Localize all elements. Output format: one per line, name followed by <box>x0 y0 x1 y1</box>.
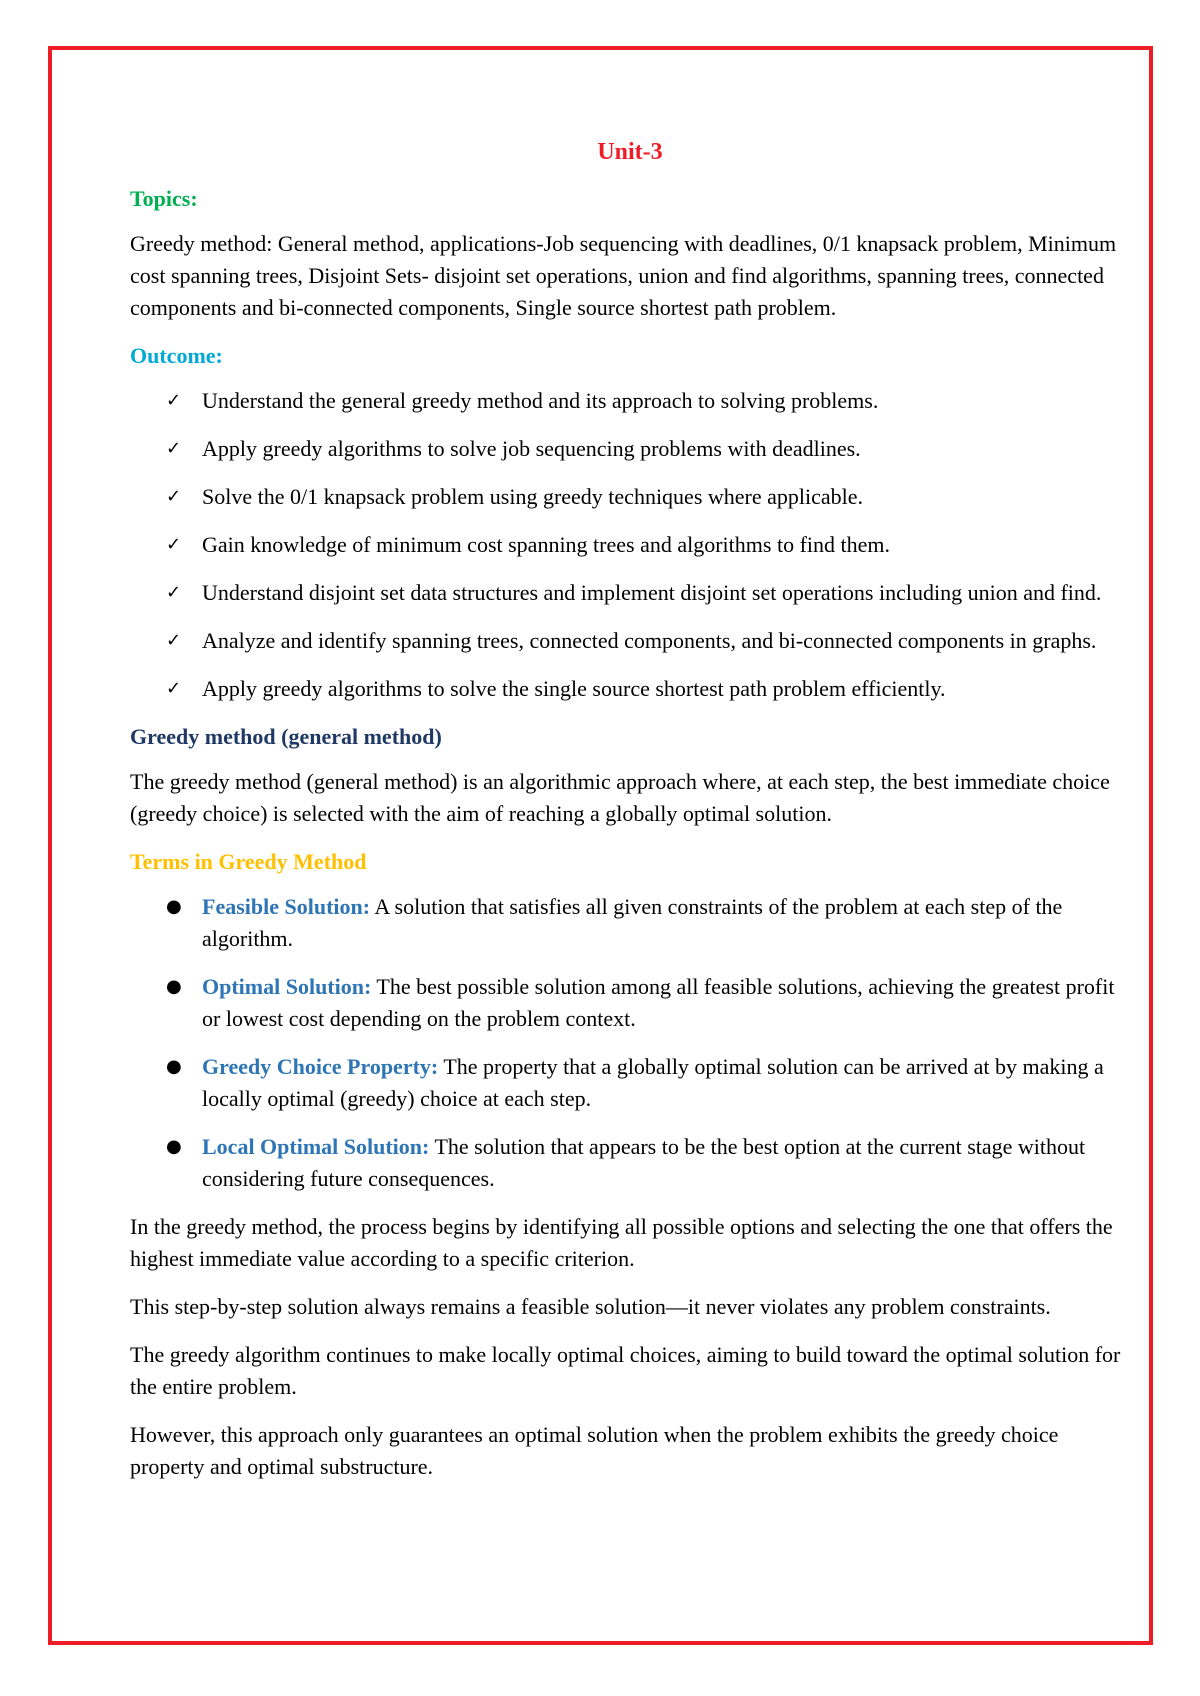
term-item <box>130 1051 1130 1115</box>
outcome-list <box>130 385 1130 705</box>
check-icon: ✓ <box>166 438 182 459</box>
outcome-item: ✓ Solve the 0/1 knapsack problem using greedy techniques where applicable. <box>130 481 1130 513</box>
check-icon: ✓ <box>166 630 182 651</box>
paragraph: The greedy algorithm continues to make locally optimal choices, aiming to build toward the optimal solution for the entire problem. <box>130 1342 1121 1399</box>
term-description: The solution that appears to be the best option at the current stage without considering future consequences. <box>202 1134 1086 1191</box>
term-description: The property that a globally optimal solution can be arrived at by making a locally optimal (greedy) choice at each step. <box>202 1054 1104 1111</box>
term-label: Local Optimal Solution: <box>202 1134 430 1159</box>
outcome-item: ✓ Analyze and identify spanning trees, connected components, and bi-connected components in graphs. <box>130 625 1130 657</box>
greedy-method-heading: Greedy method (general method) <box>130 724 442 749</box>
outcome-item: ✓ Apply greedy algorithms to solve job sequencing problems with deadlines. <box>130 433 1130 465</box>
check-icon: ✓ <box>166 678 182 699</box>
term-item <box>130 1131 1130 1195</box>
bullet-icon: ● <box>166 976 182 997</box>
topics-heading: Topics: <box>130 186 198 211</box>
topics-text: Greedy method: General method, applications-Job sequencing with deadlines, 0/1 knapsack problem, Minimum cost spanning trees, Disjoint Sets- disjoint set operations, union and find algorithms, spanning trees, connected components and bi-connected components, Single source shortest path problem. <box>130 231 1117 320</box>
unit-title: Unit-3 <box>597 139 663 165</box>
terms-list <box>130 891 1130 1195</box>
outcome-item: ✓ Understand disjoint set data structures and implement disjoint set operations including union and find. <box>130 577 1130 609</box>
outcome-item: ✓ Gain knowledge of minimum cost spanning trees and algorithms to find them. <box>130 529 1130 561</box>
check-icon: ✓ <box>166 582 182 603</box>
bullet-icon: ● <box>166 1136 182 1157</box>
term-label: Optimal Solution: <box>202 974 372 999</box>
bullet-icon: ● <box>166 896 182 917</box>
paragraph: However, this approach only guarantees an optimal solution when the problem exhibits the greedy choice property and optimal substructure. <box>130 1422 1059 1479</box>
check-icon: ✓ <box>166 534 182 555</box>
outcome-item: ✓ Apply greedy algorithms to solve the single source shortest path problem efficiently. <box>130 673 1130 705</box>
terms-heading: Terms in Greedy Method <box>130 849 367 874</box>
greedy-intro: The greedy method (general method) is an algorithmic approach where, at each step, the best immediate choice (greedy choice) is selected with the aim of reaching a globally optimal solution. <box>130 769 1110 826</box>
check-icon: ✓ <box>166 390 182 411</box>
term-item <box>130 891 1130 955</box>
check-icon: ✓ <box>166 486 182 507</box>
term-item <box>130 971 1130 1035</box>
document-content <box>130 136 1130 1499</box>
paragraph: In the greedy method, the process begins by identifying all possible options and selecting the one that offers the highest immediate value according to a specific criterion. <box>130 1214 1113 1271</box>
outcome-item: ✓ Understand the general greedy method and its approach to solving problems. <box>130 385 1130 417</box>
outcome-heading: Outcome: <box>130 343 223 368</box>
term-description: The best possible solution among all feasible solutions, achieving the greatest profit or lowest cost depending on the problem context. <box>202 974 1115 1031</box>
term-label: Greedy Choice Property: <box>202 1054 439 1079</box>
bullet-icon: ● <box>166 1056 182 1077</box>
term-description: A solution that satisfies all given constraints of the problem at each step of the algorithm. <box>202 894 1063 951</box>
paragraph: This step-by-step solution always remains a feasible solution—it never violates any problem constraints. <box>130 1294 1051 1319</box>
term-label: Feasible Solution: <box>202 894 371 919</box>
